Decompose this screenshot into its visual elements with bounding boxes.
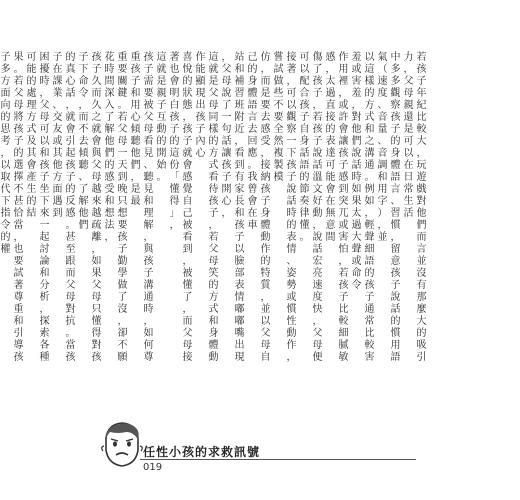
text-column: 困 擾 時 ， 父 母 可 以 和 孩 子 坐 下 來 一 起 討 論 和 分 析 ， 探 索 各 種 xyxy=(39,52,50,363)
text-column: 孩 子 需 要 被 父 母 看 見 、 聽 見 和 理 解 ， 與 孩 子 溝 通 時 ， 如 何 尊 xyxy=(143,52,154,363)
text-column: 若 孩 子 年 紀 比 較 大 ， 玩 遊 戲 對 他 們 而 言 並 沒 有 那 麼 大 的 吸 引 xyxy=(416,52,427,363)
text-column: 感 ， 太 過 直 接 的 表 達 可 能 會 在 無 意 間 xyxy=(325,52,336,243)
text-column: 力 ， 父 母 親 還 是 可 以 在 日 常 生 活 xyxy=(403,52,414,219)
text-column: 仿 ， 而 是 要 去 感 受 ， 接 納 孩 子 身 體 動 作 的 特 質 ， 並 以 父 母 自 xyxy=(260,52,271,363)
text-column: 站 和 補 習 班 附 近 ， 看 到 有 家 長 和 孩 子 以 臉 部 表 情 嘟 嘟 嘴 出 現 xyxy=(234,52,245,363)
text-column: 以 這 樣 的 方 式 和 之 溝 通 。 例 如 ， 輕 聲 細 語 的 孩 子 通 常 比 較 害 xyxy=(364,52,375,363)
text-column: 喜 悅 的 狀 態 ， 孩 子 就 會 感 覺 自 己 被 看 到 ， 被 懂 了 ， 而 父 母 接 xyxy=(182,52,193,363)
text-column: 孩 子 久 而 久 之 就 會 與 父 母 越 來 越 疏 離 ， 如 果 父 母 只 懂 得 對 孩 xyxy=(91,52,102,363)
text-column: 著 也 會 明 白 孩 子 的 這 份 「 懂 得 」 ， xyxy=(169,52,180,231)
text-column: 這 就 是 父 母 同 樣 的 方 式 看 待 孩 子 ， 若 父 母 笑 的 方 式 和 身 體 動 xyxy=(208,52,219,363)
text-column: 傷 了 孩 子 ， 若 孩 子 說 話 溫 文 好 動 ， 說 話 宏 亮 速 度 快 ， 父 母 便 xyxy=(312,52,323,363)
vertical-text-body xyxy=(0,52,427,370)
text-column: 作 用 裡 ， 或 許 會 讓 孩 子 感 到 突 兀 或 害 怕 ， 若 孩 子 比 較 細 膩 敏 xyxy=(338,52,349,363)
text-column: 果 。 若 父 母 將 孩 子 的 選 擇 不 甚 恰 當 ， 也 要 試 著 尊 重 和 引 導 孩 xyxy=(13,52,24,363)
page-number: 019 xyxy=(143,462,163,473)
text-column: 子 下 命 令 ， 而 不 去 傾 聽 、 了 解 他 們 xyxy=(78,52,89,231)
text-column: 的 真 心 話 ， 就 會 引 起 孩 子 的 反 感 。 甚 至 跟 而 父 母 對 抗 。 當 孩 xyxy=(65,52,76,363)
text-column: 可 以 配 合 孩 子 自 身 話 語 的 節 奏 律 懂 。 xyxy=(299,52,310,243)
text-column: ， 父 母 說 了 一 句 話 讓 孩 子 開 心 ， xyxy=(221,52,232,219)
text-column: 這 就 是 親 子 互 動 的 開 始 。 xyxy=(156,52,167,183)
text-column: 子 多 方 面 向 的 思 考 ， 以 取 代 下 指 令 的 權 xyxy=(0,52,11,255)
text-column: 嘗 試 做 些 不 要 全 然 複 製 模 xyxy=(273,52,284,183)
text-column: 作 能 顯 現 出 孩 子 內 心 xyxy=(195,52,206,159)
text-column: 中 多 多 觀 察 孩 子 的 身 體 語 言 、 習 慣 ， 留 意 孩 子 說 話 的 慣 用 語 xyxy=(390,52,401,363)
text-column: 子 在 課 業 、 交 友 或 其 他 方 面 遇 到 xyxy=(52,52,63,219)
text-column: 己 的 身 體 語 言 去 回 應 。 我 曾 會 在 車 xyxy=(247,52,258,231)
text-column: 羞 或 害 羞 ， 對 他 們 說 話 時 如 果 太 過 大 聲 或 命 令 xyxy=(351,52,362,291)
text-column: 可 能 的 處 理 方 式 及 其 會 產 生 的 結 xyxy=(26,52,37,219)
footer-book-title: 任性小孩的求救訊號 xyxy=(143,445,261,459)
text-column: 重 孩 子 和 用 心 傾 聽 他 們 ， 是 最 xyxy=(130,52,141,207)
footer-divider xyxy=(140,459,416,460)
text-column: 花 時 間 深 入 了 解 他 們 的 感 受 和 想 法 ， xyxy=(104,52,115,243)
boy-face-illustration xyxy=(100,420,144,470)
text-column: 氣 （ 速 度 、 音 量 、 音 調 和 用 字 ） ， 並 xyxy=(377,52,388,243)
text-column: 重 要 關 鍵 。 若 父 母 一 天 到 晚 只 想 要 孩 子 勤 學 做 了 沒 ， 卻 不 願 xyxy=(117,52,128,363)
text-column: 接 著 ， 可 以 觀 察 一 下 孩 子 說 話 時 的 表 情 、 姿 勢 或 慣 性 動 作 ， xyxy=(286,52,297,363)
